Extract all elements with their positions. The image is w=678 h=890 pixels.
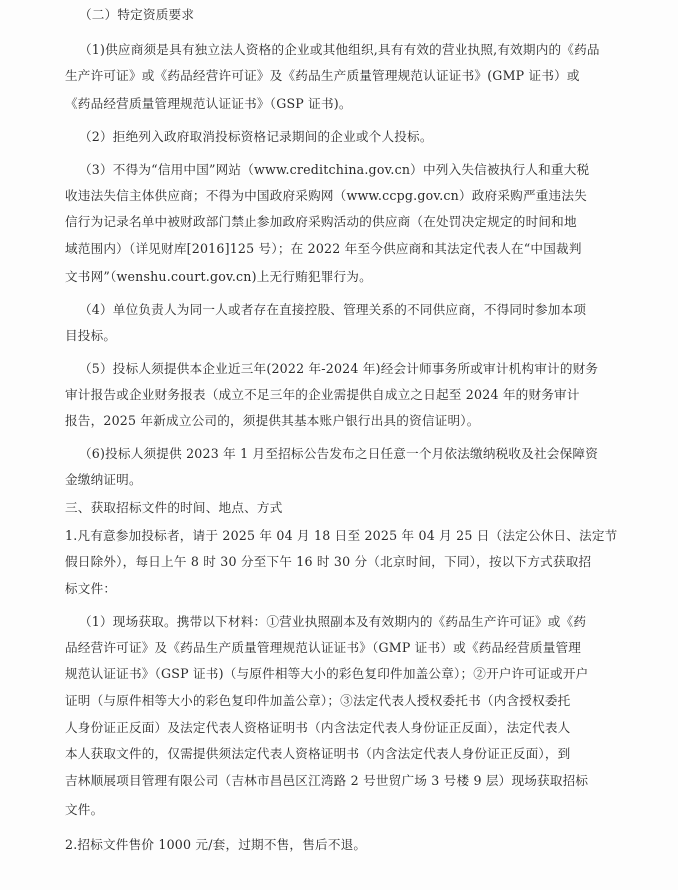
paragraph-line: 目投标。 bbox=[65, 328, 117, 343]
paragraph-line: 吉林顺展项目管理有限公司（吉林市昌邑区江湾路 2 号世贸广场 3 号楼 9 层）现场获取招标 bbox=[65, 773, 589, 788]
paragraph-line: 审计报告或企业财务报表（成立不足三年的企业需提供自成立之日起至 2024 年的财务审计 bbox=[65, 387, 580, 402]
paragraph-line: 人身份证正反面）及法定代表人资格证明书（内含法定代表人身份证正反面），法定代表人 bbox=[65, 720, 571, 735]
paragraph-line: 金缴纳证明。 bbox=[65, 472, 142, 487]
paragraph-line: 收违法失信主体供应商；不得为中国政府采购网（www.ccpg.gov.cn）政府采购严重违法失 bbox=[65, 188, 587, 203]
subsection-heading-qualifications: （二）特定资质要求 bbox=[79, 7, 195, 22]
paragraph-line: 文件。 bbox=[65, 802, 104, 817]
paragraph-line: 1.凡有意参加投标者，请于 2025 年 04 月 18 日至 2025 年 04 月 25 日（法定公休日、法定节 bbox=[65, 528, 618, 543]
paragraph-line: 生产许可证》或《药品经营许可证》及《药品生产质量管理规范认证证书》(GMP 证书）或 bbox=[65, 68, 580, 83]
paragraph-line: （3）不得为“信用中国”网站（www.creditchina.gov.cn）中列入失信被执行人和重大税 bbox=[79, 162, 590, 177]
paragraph-line: （1）现场获取。携带以下材料：①营业执照副本及有效期内的《药品生产许可证》或《药 bbox=[79, 614, 587, 629]
paragraph-line: 《药品经营质量管理规范认证证书》（GSP 证书)。 bbox=[65, 96, 352, 111]
section-heading-obtain-documents: 三、获取招标文件的时间、地点、方式 bbox=[65, 500, 283, 515]
paragraph-line: 域范围内）（详见财库[2016]125 号）；在 2022 年至今供应商和其法定代表人在“中国裁判 bbox=[65, 241, 582, 256]
paragraph-line: 品经营许可证》及《药品生产质量管理规范认证证书》（GMP 证书）或《药品经营质量管理 bbox=[65, 640, 582, 655]
paragraph-line: 2.招标文件售价 1000 元/套，过期不售，售后不退。 bbox=[65, 837, 367, 852]
paragraph-line: 信行为记录名单中被财政部门禁止参加政府采购活动的供应商（在处罚决定规定的时间和地 bbox=[65, 214, 577, 229]
paragraph-line: 本人获取文件的，仅需提供须法定代表人资格证明书（内含法定代表人身份证正反面），到 bbox=[65, 746, 571, 761]
paragraph-line: 文书网”（wenshu.court.gov.cn)上无行贿犯罪行为。 bbox=[65, 269, 372, 284]
paragraph-line: 规范认证证书》（GSP 证书)（与原件相等大小的彩色复印件加盖公章）；②开户许可证或开户 bbox=[65, 666, 589, 681]
paragraph-line: 标文件： bbox=[65, 581, 117, 596]
paragraph-line: （6)投标人须提供 2023 年 1 月至招标公告发布之日任意一个月依法缴纳税收及社会保障资 bbox=[79, 446, 598, 461]
paragraph-line: （5）投标人须提供本企业近三年(2022 年-2024 年)经会计师事务所或审计机构审计的财务 bbox=[79, 361, 599, 376]
paragraph-line: （4）单位负责人为同一人或者存在直接控股、管理关系的不同供应商，不得同时参加本项 bbox=[79, 302, 587, 317]
paragraph-line: （2）拒绝列入政府取消投标资格记录期间的企业或个人投标。 bbox=[79, 129, 433, 144]
paragraph-line: （1)供应商须是具有独立法人资格的企业或其他组织,具有有效的营业执照,有效期内的《药品 bbox=[79, 42, 600, 57]
paragraph-line: 报告，2025 年新成立公司的，须提供其基本账户银行出具的资信证明）。 bbox=[65, 413, 480, 428]
paragraph-line: 证明（与原件相等大小的彩色复印件加盖公章）；③法定代表人授权委托书（内含授权委托 bbox=[65, 693, 571, 708]
paragraph-line: 假日除外），每日上午 8 时 30 分至下午 16 时 30 分（北京时间，下同），按以下方式获取招 bbox=[65, 554, 592, 569]
